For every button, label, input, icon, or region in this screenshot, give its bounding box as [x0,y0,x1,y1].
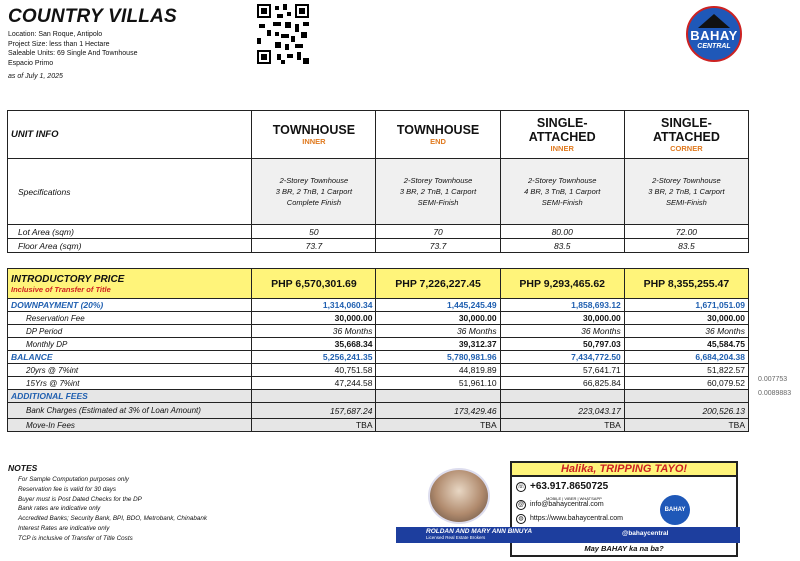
social-handle[interactable]: @bahaycentral [622,530,669,537]
dp-period-value: 36 Months [376,325,500,338]
bahay-central-logo [686,6,742,62]
balance-value: 5,780,981.96 [376,351,500,364]
factor-20: 0.007753 [758,376,788,383]
unit-name: TOWNHOUSE [396,123,480,137]
amort-15-value: 60,079.52 [624,377,748,390]
spec-line: SEMI-Finish [417,198,459,207]
lot-area-value: 80.00 [500,225,624,239]
contact-website[interactable]: https://www.bahaycentral.com [530,515,623,522]
meta-developer: Espacio Primo [8,59,54,67]
dp-period-label: DP Period [8,325,252,338]
reservation-value: 30,000.00 [624,312,748,325]
lot-area-label: Lot Area (sqm) [8,225,252,239]
spec-line: 2-Storey Townhouse [527,176,597,185]
spec-line: 3 BR, 2 TnB, 1 Carport [275,187,353,196]
notes-title: NOTES [8,463,38,473]
lot-area-value: 72.00 [624,225,748,239]
unit-variant: CORNER [670,144,703,153]
amort-15-value: 47,244.58 [252,377,376,390]
spec-label: Specifications [8,159,252,225]
downpayment-value: 1,445,245.49 [376,299,500,312]
floor-area-row [8,239,749,253]
reservation-label: Reservation Fee [8,312,252,325]
project-title: COUNTRY VILLAS [8,6,177,27]
bank-charges-row [8,403,749,419]
intro-price-value: PHP 8,355,255.47 [624,269,748,299]
email-icon: @ [517,502,525,508]
unit-variant: INNER [550,144,574,153]
spec-cell [376,159,500,225]
balance-value: 6,684,204.38 [624,351,748,364]
balance-value: 5,256,241.35 [252,351,376,364]
downpayment-row [8,299,749,312]
spec-line: Complete Finish [286,198,341,207]
unit-header-1 [252,111,376,159]
spec-line: SEMI-Finish [665,198,707,207]
intro-price-row [8,269,749,299]
agent-role: Licensed Real Estate Brokers [426,535,486,540]
downpayment-value: 1,858,693.12 [500,299,624,312]
spec-line: 4 BR, 3 TnB, 1 Carport [524,187,601,196]
dp-period-row [8,325,749,338]
intro-price-value: PHP 7,226,227.45 [376,269,500,299]
intro-title: INTRODUCTORY PRICE [11,273,125,285]
move-in-row [8,419,749,432]
contact-phone-sub: MOBILE | VIBER | WHATSAPP [546,496,602,501]
monthly-dp-value: 50,797.03 [500,338,624,351]
balance-row [8,351,749,364]
spec-line: 2-Storey Townhouse [652,176,721,185]
unit-name: TOWNHOUSE [272,123,356,137]
meta-size: Project Size: less than 1 Hectare [8,40,110,48]
spec-line: 3 BR, 2 TnB, 1 Carport [399,187,477,196]
move-in-label: Move-In Fees [8,419,252,432]
note-item: Reservation fee is valid for 30 days [18,485,117,493]
move-in-value: TBA [252,419,376,432]
note-item: Buyer must is Post Dated Checks for the DP [18,495,142,503]
project-meta [8,30,137,68]
fees-blank [624,390,748,403]
spec-row [8,159,749,225]
contact-phone[interactable]: +63.917.8650725 [530,481,609,492]
logo-word-central: CENTRAL [697,43,731,50]
agent-bar [396,527,740,543]
note-item: TCP is inclusive of Transfer of Title Costs [18,534,133,542]
note-item: Interest Rates are indicative only [18,524,110,532]
bank-charges-value: 173,429.46 [376,403,500,419]
dp-period-value: 36 Months [624,325,748,338]
floor-area-label: Floor Area (sqm) [8,239,252,253]
meta-location: Location: San Roque, Antipolo [8,31,103,38]
spec-cell [500,159,624,225]
spec-line: 2-Storey Townhouse [279,176,349,185]
spec-line: SEMI-Finish [541,198,583,207]
fees-blank [500,390,624,403]
qr-code-icon [257,4,309,64]
globe-icon: ◍ [516,514,526,524]
dp-period-value: 36 Months [500,325,624,338]
reservation-value: 30,000.00 [376,312,500,325]
spec-cell [624,159,748,225]
agent-photo [428,468,490,524]
bank-charges-value: 200,526.13 [624,403,748,419]
fees-header-row [8,390,749,403]
dp-period-value: 36 Months [252,325,376,338]
slogan: May BAHAY ka na ba? [510,543,738,557]
unit-name: SINGLE-ATTACHED [652,116,720,144]
spec-line: 2-Storey Townhouse [403,176,473,185]
note-item: For Sample Computation purposes only [18,476,129,483]
amort-20-value: 51,822.57 [624,364,748,377]
bank-charges-value: 223,043.17 [500,403,624,419]
downpayment-label: DOWNPAYMENT (20%) [8,299,252,312]
reservation-value: 30,000.00 [252,312,376,325]
unit-info-table [7,110,749,253]
amort-15-value: 66,825.84 [500,377,624,390]
downpayment-value: 1,314,060.34 [252,299,376,312]
bank-charges-value: 157,687.24 [252,403,376,419]
amort-15-row [8,377,749,390]
lot-area-row [8,225,749,239]
balance-label: BALANCE [8,351,252,364]
monthly-dp-value: 45,584.75 [624,338,748,351]
bank-charges-label: Bank Charges (Estimated at 3% of Loan Amount) [8,403,252,419]
additional-fees-label: ADDITIONAL FEES [8,390,252,403]
unit-header-4 [624,111,748,159]
intro-price-value: PHP 9,293,465.62 [500,269,624,299]
lot-area-value: 70 [376,225,500,239]
monthly-dp-value: 35,668.34 [252,338,376,351]
fees-blank [376,390,500,403]
amort-20-value: 40,751.58 [252,364,376,377]
factor-15: 0.0089883 [758,390,792,397]
as-of-date: as of July 1, 2025 [8,73,63,80]
unit-variant: END [430,137,446,146]
downpayment-value: 1,671,051.09 [624,299,748,312]
intro-sub: Inclusive of Transfer of Title [11,284,111,294]
move-in-value: TBA [624,419,748,432]
note-item: Accredited Banks; Security Bank, BPI, BDO, Metrobank, Chinabank [18,515,207,523]
amort-20-value: 44,819.89 [376,364,500,377]
mini-logo: BAHAY [660,495,690,525]
unit-variant: INNER [302,137,326,146]
logo-word-bahay: BAHAY [690,28,738,43]
contact-headline: Halika, TRIPPING TAYO! [510,461,738,477]
amort-20-row [8,364,749,377]
spec-cell [252,159,376,225]
unit-header-2 [376,111,500,159]
floor-area-value: 83.5 [624,239,748,253]
floor-area-value: 73.7 [252,239,376,253]
unit-name: SINGLE-ATTACHED [528,116,596,144]
unit-header-row [8,111,749,159]
floor-area-value: 83.5 [500,239,624,253]
unit-header-3 [500,111,624,159]
house-roof-icon [698,14,730,28]
move-in-value: TBA [500,419,624,432]
amort-20-label: 20yrs @ 7%int [8,364,252,377]
monthly-dp-label: Monthly DP [8,338,252,351]
monthly-dp-value: 39,312.37 [376,338,500,351]
unit-info-label: UNIT INFO [8,111,252,159]
lot-area-value: 50 [252,225,376,239]
floor-area-value: 73.7 [376,239,500,253]
contact-card [510,461,738,527]
intro-price-label [8,269,252,299]
pricing-table [7,268,749,432]
contact-email[interactable]: info@bahaycentral.com [530,501,604,508]
monthly-dp-row [8,338,749,351]
agent-name: ROLDAN AND MARY ANN BINUYA [426,528,533,535]
amort-15-label: 15Yrs @ 7%int [8,377,252,390]
notes-list [18,475,207,544]
meta-units: Saleable Units: 69 Single And Townhouse [8,50,138,57]
balance-value: 7,434,772.50 [500,351,624,364]
spec-line: 3 BR, 2 TnB, 1 Carport [648,187,725,196]
intro-price-value: PHP 6,570,301.69 [252,269,376,299]
amort-20-value: 57,641.71 [500,364,624,377]
fees-blank [252,390,376,403]
reservation-value: 30,000.00 [500,312,624,325]
amort-15-value: 51,961.10 [376,377,500,390]
phone-icon: ☏ [517,484,525,490]
reservation-row [8,312,749,325]
move-in-value: TBA [376,419,500,432]
note-item: Bank rates are indicative only [18,505,101,513]
